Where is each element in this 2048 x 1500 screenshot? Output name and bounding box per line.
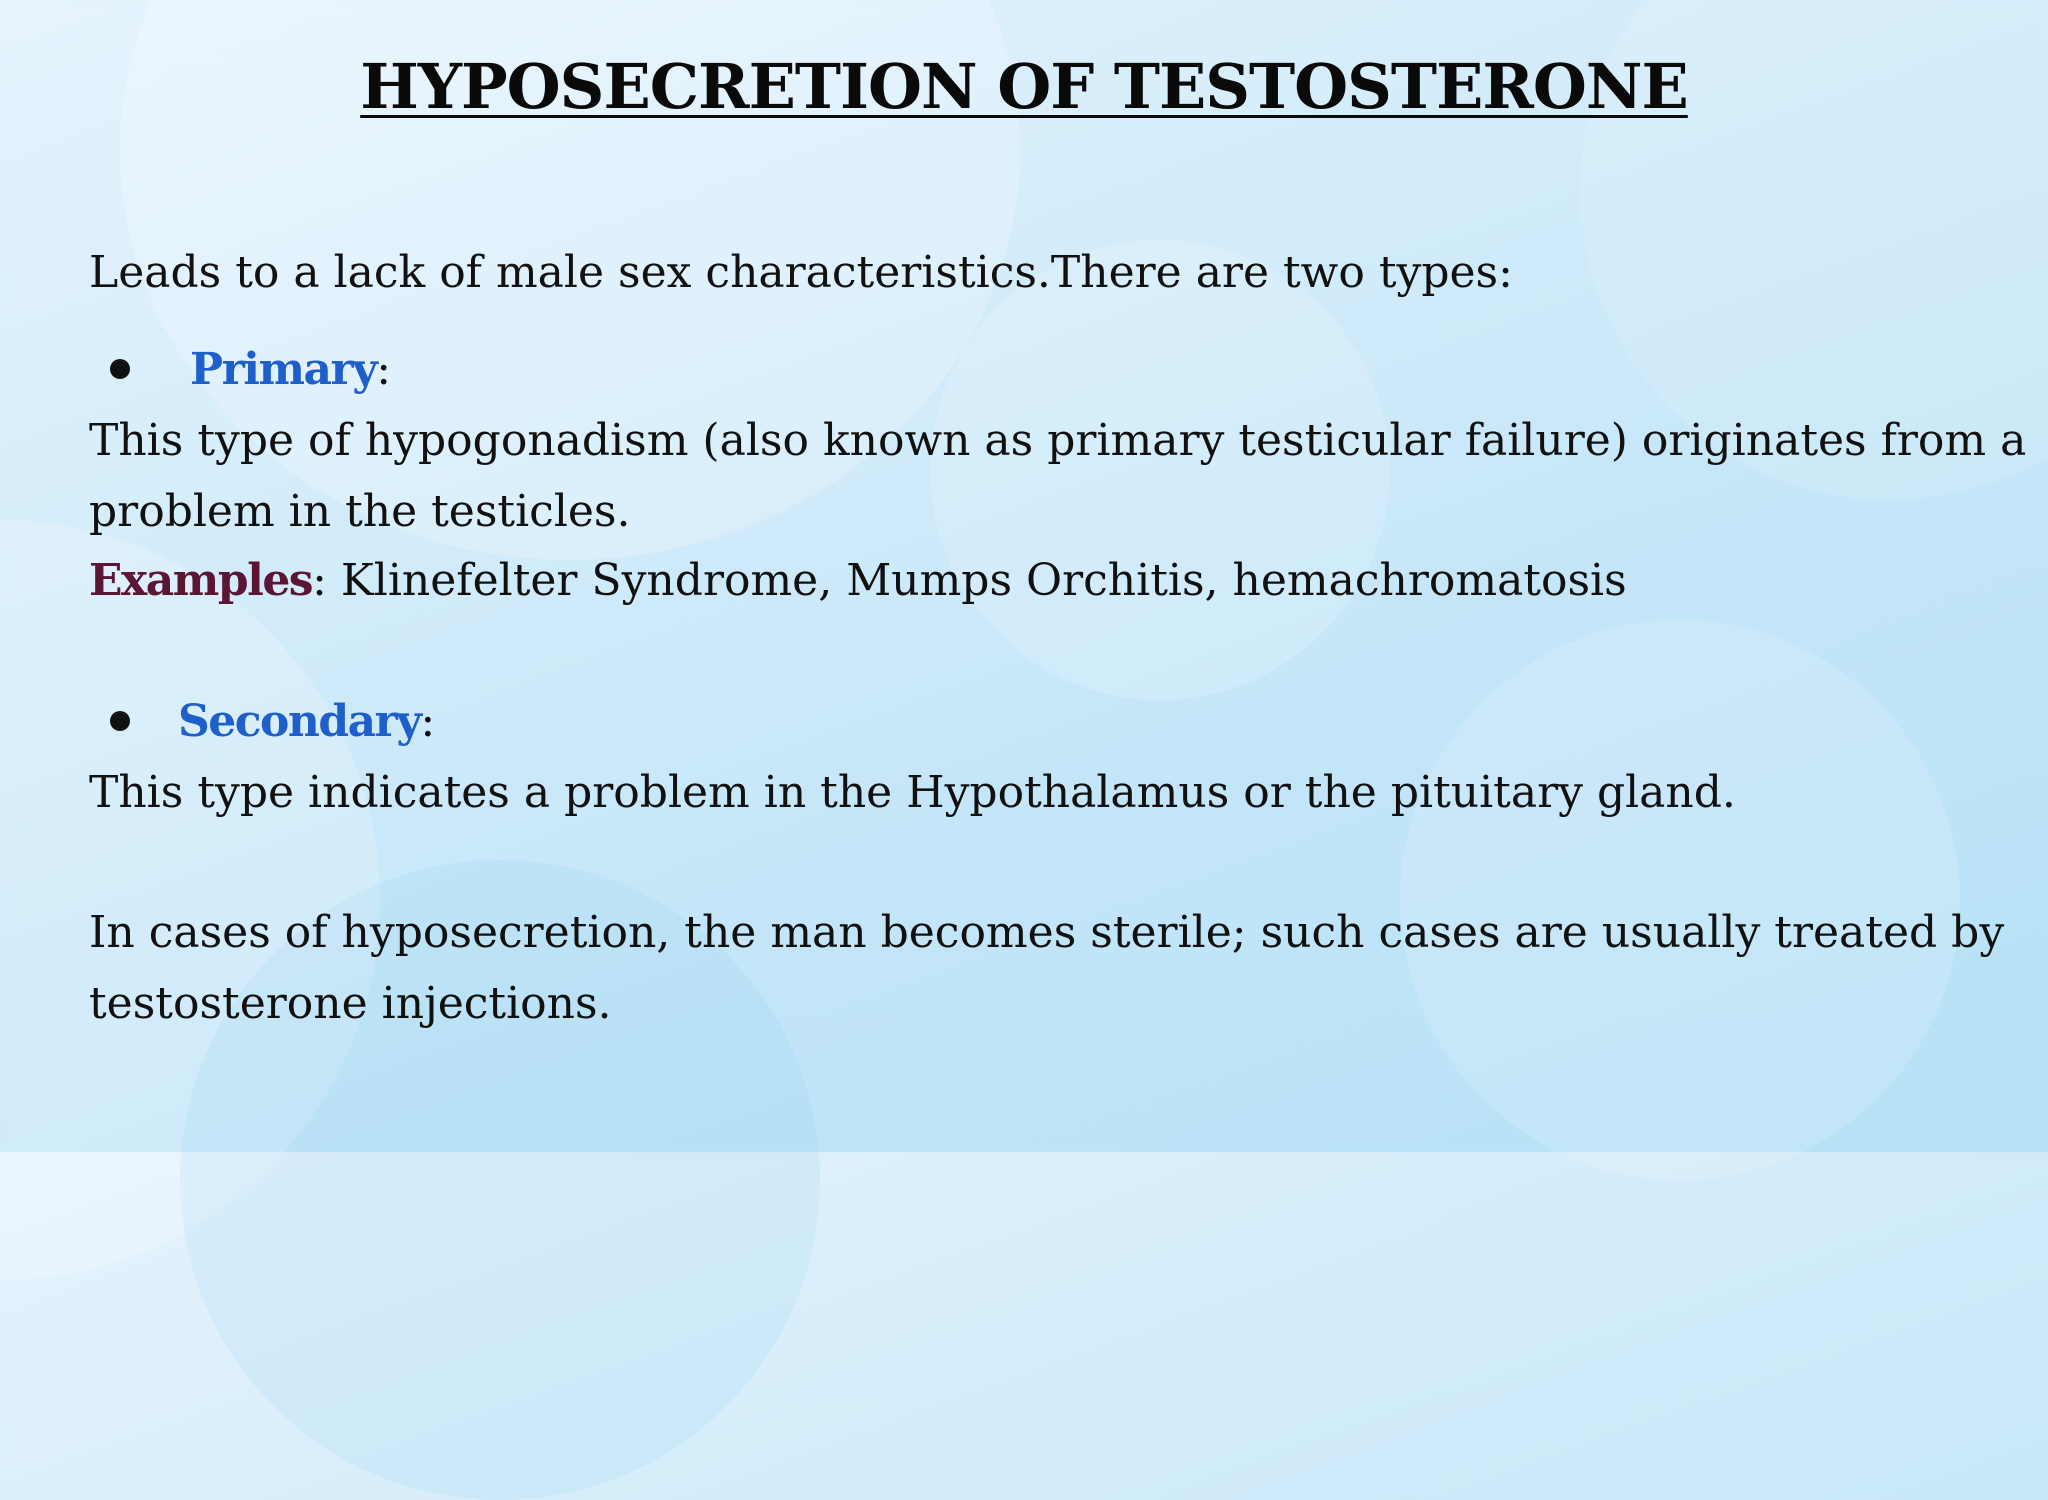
primary-examples — [89, 545, 1989, 616]
primary-description-line-2: problem in the testicles. — [89, 486, 631, 537]
secondary-heading — [110, 686, 435, 757]
conclusion-line-2: testosterone injections. — [89, 978, 612, 1029]
examples-label: Examples — [89, 555, 313, 606]
primary-heading — [110, 334, 391, 405]
primary-term: Primary — [190, 344, 377, 395]
slide-title: HYPOSECRETION OF TESTOSTERONE — [360, 50, 1688, 123]
bullet-icon — [110, 711, 130, 731]
primary-description-line-1: This type of hypogonadism (also known as primary testicular failure) originates from a — [89, 415, 2027, 466]
primary-colon: : — [376, 344, 392, 395]
secondary-colon: : — [420, 696, 436, 747]
intro-text: Leads to a lack of male sex characteristics.There are two types: — [89, 247, 1513, 298]
secondary-term: Secondary — [178, 696, 421, 747]
secondary-description: This type indicates a problem in the Hypothalamus or the pituitary gland. — [89, 767, 1736, 818]
bullet-icon — [110, 359, 130, 379]
conclusion-line-1: In cases of hyposecretion, the man becomes sterile; such cases are usually treated by — [89, 907, 2005, 958]
examples-text: : Klinefelter Syndrome, Mumps Orchitis, hemachromatosis — [312, 555, 1627, 606]
